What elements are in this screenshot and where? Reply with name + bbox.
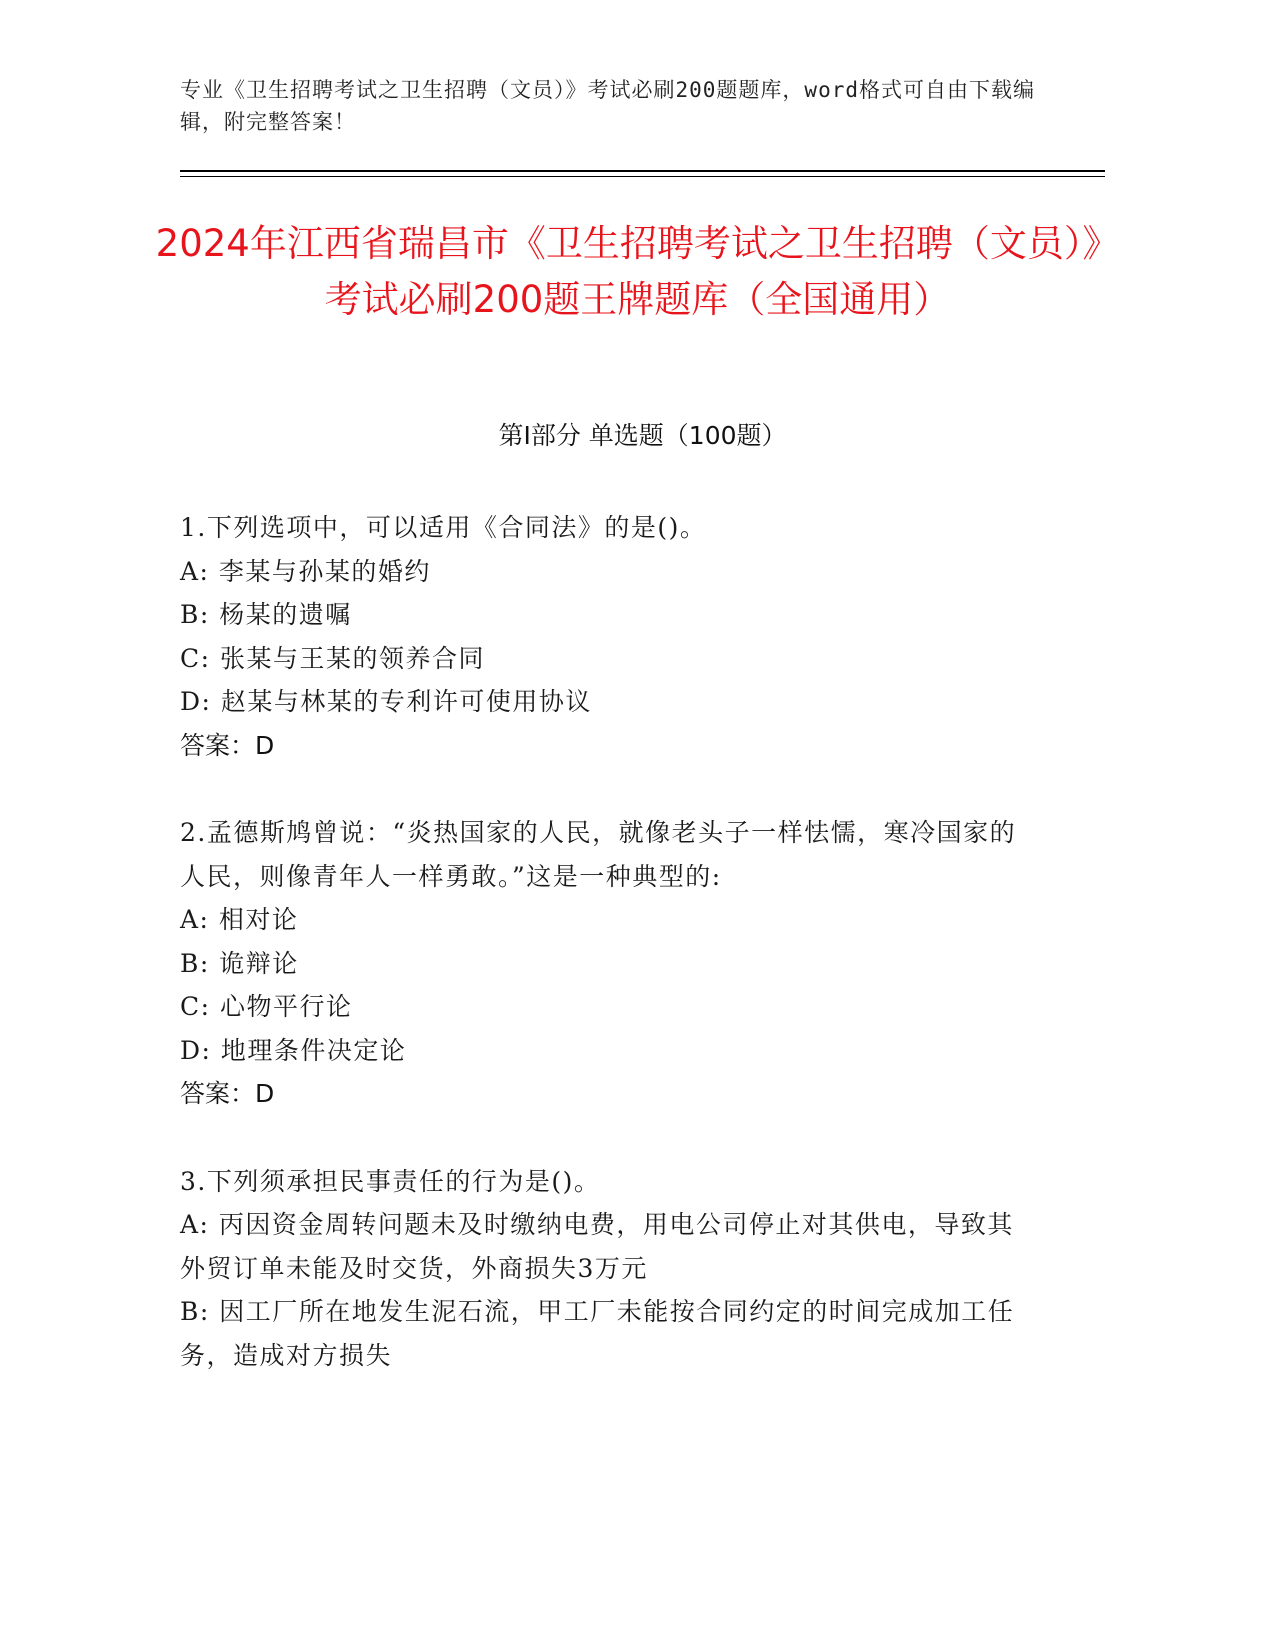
option-d: D: 赵某与林某的专利许可使用协议 xyxy=(180,687,592,716)
header-note: 专业《卫生招聘考试之卫生招聘（文员）》考试必刷200题题库，word格式可自由下载编辑，附完整答案！ xyxy=(180,78,1035,134)
option-c: C: 张某与王某的领养合同 xyxy=(180,643,485,673)
question-stem: 2.孟德斯鸠曾说：“炎热国家的人民，就像老头子一样怯懦，寒冷国家的人民，则像青年人一样勇敢。”这是一种典型的: xyxy=(180,818,1017,891)
answer: 答案：D xyxy=(180,730,275,760)
question-stem: 1.下列选项中，可以适用《合同法》的是()。 xyxy=(180,513,707,542)
option-b: B: 因工厂所在地发生泥石流，甲工厂未能按合同约定的时间完成加工任务，造成对方损失 xyxy=(180,1297,1015,1370)
question-stem: 3.下列须承担民事责任的行为是()。 xyxy=(180,1166,601,1196)
option-d: D: 地理条件决定论 xyxy=(180,1035,407,1065)
question-list xyxy=(180,506,1040,1421)
header-divider-thick xyxy=(180,170,1105,172)
option-c: C: 心物平行论 xyxy=(180,992,353,1021)
question-2 xyxy=(180,811,1040,1116)
option-b: B: 杨某的遗嘱 xyxy=(180,600,352,629)
question-1 xyxy=(180,506,1040,767)
question-3 xyxy=(180,1160,1040,1378)
document-title: 2024年江西省瑞昌市《卫生招聘考试之卫生招聘（文员）》考试必刷200题王牌题库（全国通用） xyxy=(155,222,1120,321)
option-b: B: 诡辩论 xyxy=(180,948,299,978)
option-a: A: 李某与孙某的婚约 xyxy=(180,556,431,586)
answer: 答案：D xyxy=(180,1079,275,1108)
section-title: 第I部分 单选题（100题） xyxy=(498,421,787,450)
option-a: A: 丙因资金周转问题未及时缴纳电费，用电公司停止对其供电，导致其外贸订单未能及时交货，外商损失3万元 xyxy=(180,1210,1014,1283)
header-divider-thin xyxy=(180,176,1105,177)
option-a: A: 相对论 xyxy=(180,905,299,934)
